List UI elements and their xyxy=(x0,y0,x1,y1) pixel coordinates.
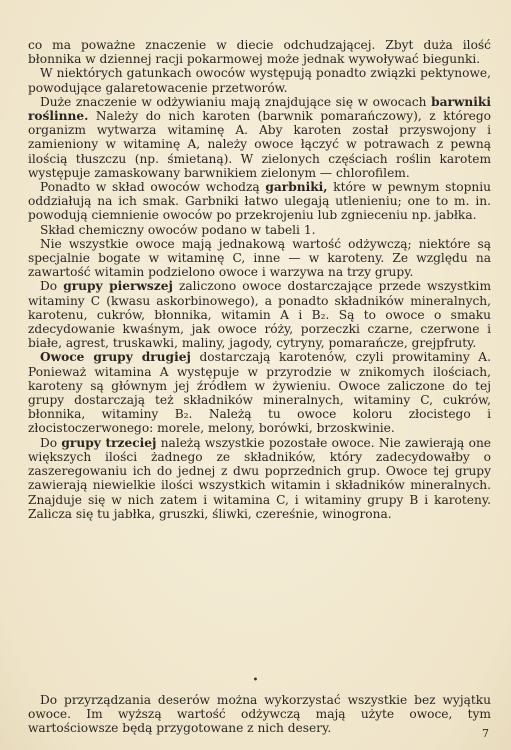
paragraph-3-before: Duże znaczenie w odżywianiu mają znajdujące się w owocach xyxy=(40,94,432,109)
paragraph-8 xyxy=(28,350,491,435)
paragraph-2: W niektórych gatunkach owoców występują ponadto związki pektynowe, powodujące galaretowacenie przetworów. xyxy=(28,66,491,95)
paragraph-7-after: zaliczono owoce dostarczające przede wszystkim witaminy C (kwasu askorbinowego), a ponadto składników mineralnych, karotenu, cukrów, błonnika, witamin A i B₂. Są to owoce o smaku zdecydowanie kwaśnym, jak owoce róży, porzeczki czarne, czerwone i białe, agrest, truskawki, maliny, jagody, cytryny, pomarańcze, grejpfruty. xyxy=(28,279,491,351)
paragraph-3-after: Należy do nich karoten (barwnik pomarańczowy), z którego organizm wytwarza witaminę A. Aby karoten został przyswojony i zamieniony w witaminę A, należy owoce łączyć w potrawach z pewną ilością tłuszczu (np. śmietaną). W zielonych częściach roślin karotem występuje zamaskowany barwnikiem zielonym — chlorofilem. xyxy=(28,109,491,180)
closing-paragraph: Do przyrządzania deserów można wykorzystać wszystkie bez wyjątku owoce. Im wyższą wartość odżywczą mają użyte owoce, tym wartościowsze będą przygotowane z nich desery. xyxy=(28,693,491,736)
paragraph-7-before: Do xyxy=(40,279,64,294)
paragraph-8-after: dostarczają karotenów, czyli prowitaminy A. Ponieważ witamina A występuje w przyrodzie w znikomych ilościach, karoteny są głównym jej źródłem w żywieniu. Owoce zaliczone do tej grupy dostarczają też składników mineralnych, witaminy C, cukrów, błonnika, witaminy B₂. Należą tu owoce koloru złocistego i złocistoczerwonego: morele, melony, borówki, brzoskwinie. xyxy=(28,350,491,436)
section-divider: • xyxy=(252,675,259,686)
body-text xyxy=(28,38,491,521)
paragraph-7-bold: grupy pierwszej xyxy=(63,279,173,294)
paragraph-4 xyxy=(28,180,491,223)
paragraph-7 xyxy=(28,279,491,350)
paragraph-3 xyxy=(28,95,491,180)
paragraph-9 xyxy=(28,436,491,521)
paragraph-6: Nie wszystkie owoce mają jednakową wartość odżywczą; niektóre są specjalnie bogate w witaminę C, inne — w karoteny. Ze względu na zawartość witamin podzielono owoce i warzywa na trzy grupy. xyxy=(28,236,491,280)
paragraph-4-bold: garbniki, xyxy=(265,180,328,195)
paragraph-9-before: Do xyxy=(40,435,62,450)
page-number: 7 xyxy=(482,727,489,740)
paragraph-4-after: które w pewnym stopniu oddziałują na ich smak. Garbniki łatwo ulegają utlenieniu; one to m. in. powodują ciemnienie owoców po przekrojeniu lub zgnieceniu np. jabłka. xyxy=(28,180,491,223)
paragraph-4-before: Ponadto w skład owoców wchodzą xyxy=(40,180,266,195)
paragraph-9-bold: grupy trzeciej xyxy=(61,435,157,450)
paragraph-3-bold: barwniki roślinne. xyxy=(28,94,491,124)
paragraph-8-bold: Owoce grupy drugiej xyxy=(40,350,191,365)
paragraph-9-after: należą wszystkie pozostałe owoce. Nie zawierają one większych ilości żadnego ze składników, który zadecydowałby o zaszeregowaniu ich do jednej z dwu poprzednich grup. Owoce tej grupy zawierają niewielkie ilości wszystkich witamin i składników mineralnych. Znajduje się w nich zatem i witamina C, i witaminy grupy B i karoteny. Zalicza się tu jabłka, gruszki, śliwki, czereśnie, winogrona. xyxy=(28,435,492,521)
paragraph-1: co ma poważne znaczenie w diecie odchudzającej. Zbyt duża ilość błonnika w dziennej racji pokarmowej może jednak wywoływać biegunki. xyxy=(28,38,491,67)
closing-text xyxy=(28,693,491,736)
paragraph-5: Skład chemiczny owoców podano w tabeli 1. xyxy=(40,222,316,237)
